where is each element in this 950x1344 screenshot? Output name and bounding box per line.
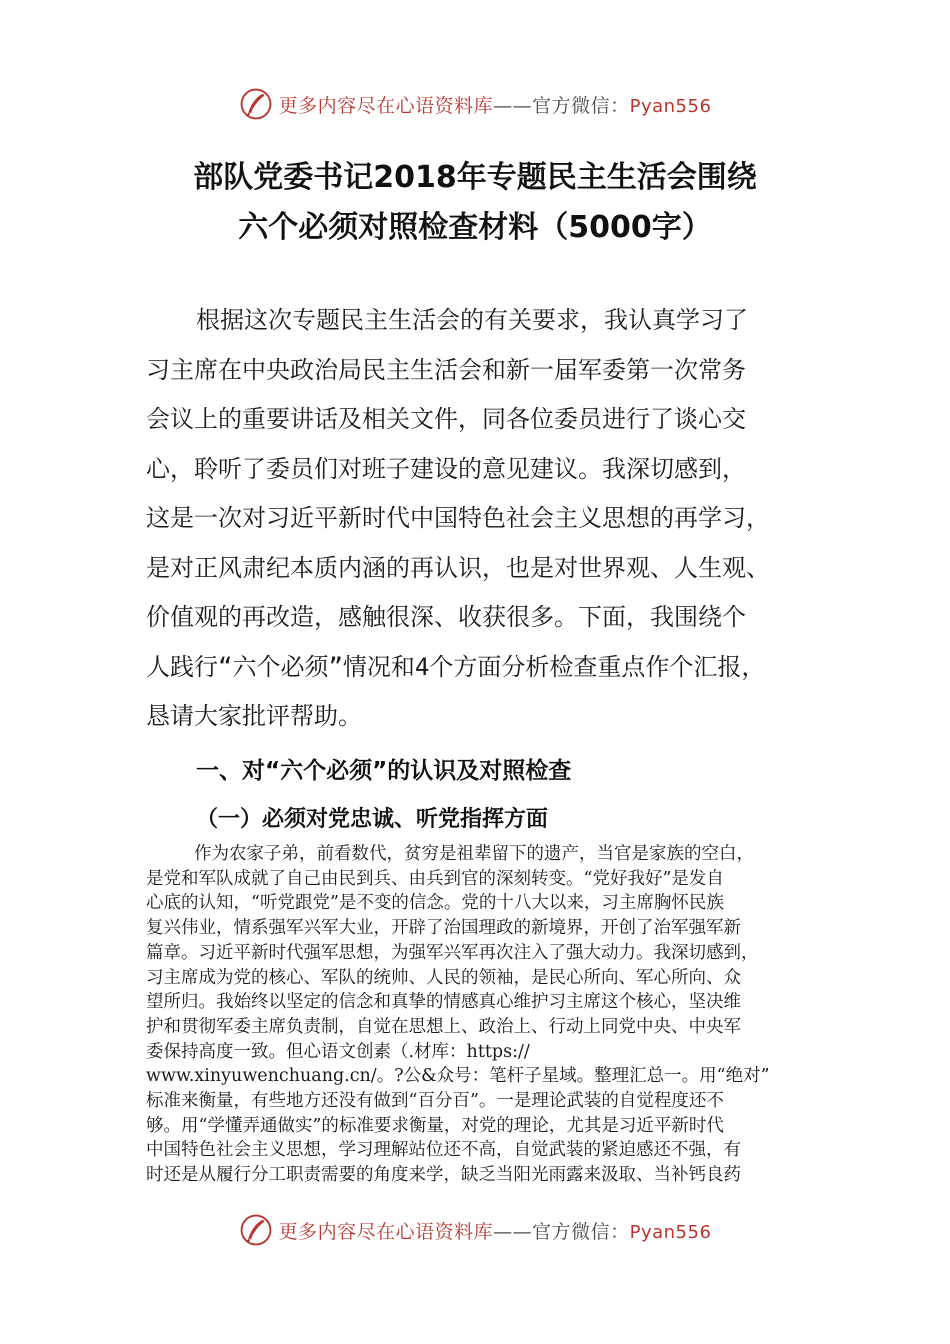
body-line: 复兴伟业，情系强军兴军大业，开辟了治国理政的新境界，开创了治军强军新 [146, 918, 741, 939]
intro-line: 人践行“六个必须”情况和4个方面分析检查重点作个汇报， [146, 652, 766, 681]
watermark-banner-top [0, 84, 950, 124]
body-line: www.xinyuwenchuang.cn/。?公&众号：笔杆子星域。整理汇总一。用“绝对” [146, 1066, 770, 1087]
body-line: 篇章。习近平新时代强军思想，为强军兴军再次注入了强大动力。我深切感到， [146, 942, 759, 963]
watermark-banner-bottom [0, 1210, 950, 1250]
body-line: 心底的认知，“听党跟党”是不变的信念。党的十八大以来，习主席胸怀民族 [146, 893, 724, 914]
intro-line: 习主席在中央政治局民主生活会和新一届军委第一次常务 [146, 355, 746, 384]
watermark-text: 更多内容尽在心语资料库——官方微信：Pyan556 [278, 94, 712, 117]
body-line: 护和贯彻军委主席负责制，自觉在思想上、政治上、行动上同党中央、中央军 [146, 1016, 741, 1037]
intro-line: 恳请大家批评帮助。 [146, 702, 362, 730]
quill-pen-logo-icon [239, 1213, 273, 1247]
body-line: 望所归。我始终以坚定的信念和真挚的情感真心维护习主席这个核心，坚决维 [146, 992, 741, 1013]
intro-line: 这是一次对习近平新时代中国特色社会主义思想的再学习， [146, 504, 770, 532]
body-line: 习主席成为党的核心、军队的统帅、人民的领袖，是民心所向、军心所向、众 [146, 967, 741, 988]
intro-line: 是对正风肃纪本质内涵的再认识，也是对世界观、人生观、 [146, 553, 770, 582]
body-line: 时还是从履行分工职责需要的角度来学，缺乏当阳光雨露来汲取、当补钙良药 [146, 1165, 741, 1186]
intro-line: 根据这次专题民主生活会的有关要求，我认真学习了 [196, 306, 748, 334]
intro-line: 会议上的重要讲话及相关文件，同各位委员进行了谈心交 [146, 405, 746, 433]
intro-line: 心，聆听了委员们对班子建设的意见建议。我深切感到， [146, 454, 746, 483]
document-title-line-2: 六个必须对照检查材料（5000字） [238, 210, 712, 245]
body-line: 是党和军队成就了自己由民到兵、由兵到官的深刻转变。“党好我好”是发自 [146, 868, 724, 889]
intro-line: 价值观的再改造，感触很深、收获很多。下面，我围绕个 [146, 603, 746, 631]
body-line: 标准来衡量，有些地方还没有做到“百分百”。一是理论武装的自觉程度还不 [146, 1091, 724, 1112]
body-line: 够。用“学懂弄通做实”的标准要求衡量，对党的理论，尤其是习近平新时代 [146, 1115, 724, 1136]
body-line: 委保持高度一致。但心语文创素（.材库：https:// [146, 1041, 530, 1062]
body-paragraph [146, 842, 806, 1188]
section-heading: 一、对“六个必须”的认识及对照检查 [196, 758, 572, 784]
subsection-heading: （一）必须对党忠诚、听党指挥方面 [196, 807, 549, 832]
body-line: 中国特色社会主义思想，学习理解站位还不高，自觉武装的紧迫感还不强，有 [146, 1140, 741, 1161]
document-title-line-1: 部队党委书记2018年专题民主生活会围绕 [193, 160, 757, 195]
body-line: 作为农家子弟，前看数代，贫穷是祖辈留下的遗产，当官是家族的空白， [194, 844, 754, 864]
watermark-text: 更多内容尽在心语资料库——官方微信：Pyan556 [278, 1220, 712, 1243]
quill-pen-logo-icon [239, 87, 273, 121]
intro-paragraph [146, 296, 836, 742]
